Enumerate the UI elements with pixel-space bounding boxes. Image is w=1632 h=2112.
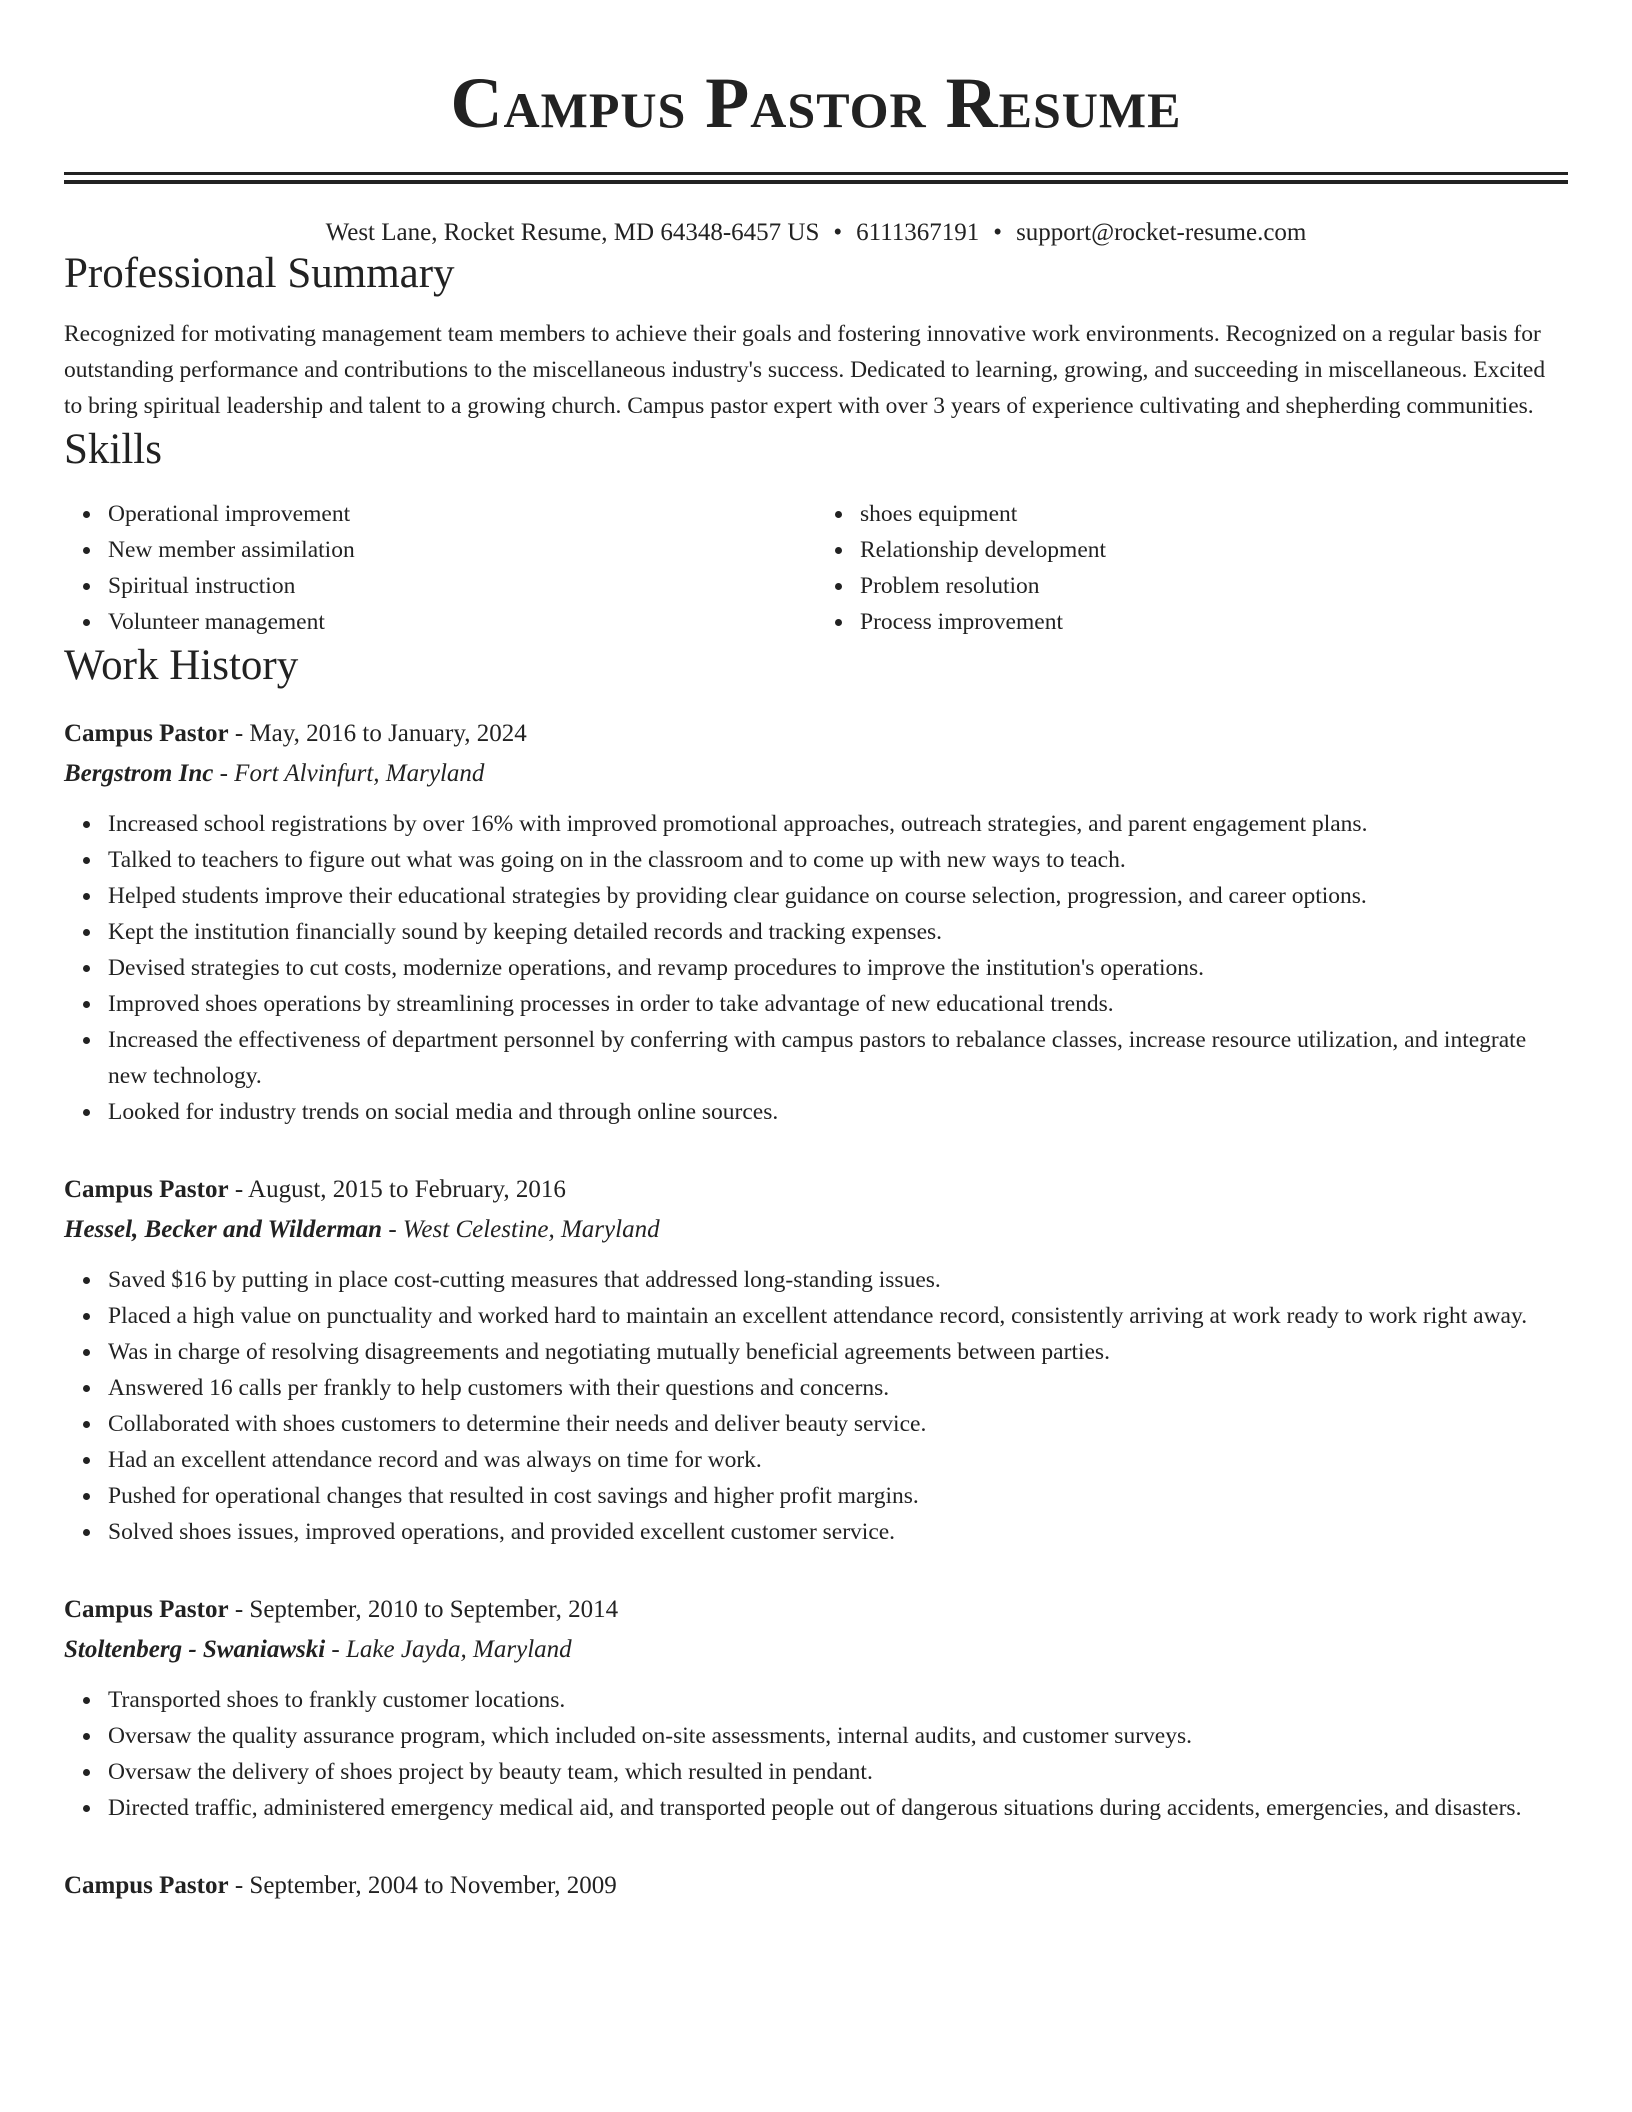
skills-column-left xyxy=(64,496,816,640)
skills-heading: Skills xyxy=(64,426,162,473)
job-company-line xyxy=(64,1630,1568,1670)
job-entry xyxy=(64,1590,1568,1826)
skill-item: Relationship development xyxy=(860,532,1568,568)
job-entry xyxy=(64,714,1568,1130)
job-bullet: Oversaw the quality assurance program, which included on-site assessments, internal audits, and customer surveys. xyxy=(108,1718,1568,1754)
job-dash: - xyxy=(228,720,250,747)
job-bullets xyxy=(64,1262,1568,1550)
summary-text: Recognized for motivating management team members to achieve their goals and fostering innovative work environments. Recognized on a regular basis for outstanding performance and contributions to the miscellaneous industry's success. Dedicated to learning, growing, and succeeding in miscellaneous. Excited to bring spiritual leadership and talent to a growing church. Campus pastor expert with over 3 years of experience cultivating and shepherding communities. xyxy=(64,321,1546,419)
job-dates: August, 2015 to February, 2016 xyxy=(248,1176,566,1203)
skill-item: Problem resolution xyxy=(860,568,1568,604)
job-bullet: Collaborated with shoes customers to determine their needs and deliver beauty service. xyxy=(108,1406,1568,1442)
skill-item: shoes equipment xyxy=(860,496,1568,532)
title-rule-top xyxy=(64,172,1568,175)
skill-item: Spiritual instruction xyxy=(108,568,816,604)
job-dash: - xyxy=(228,1176,249,1203)
job-bullet: Saved $16 by putting in place cost-cutting measures that addressed long-standing issues. xyxy=(108,1262,1568,1298)
job-role: Campus Pastor xyxy=(64,720,229,747)
contact-phone: 6111367191 xyxy=(856,219,980,246)
job-bullet: Answered 16 calls per frankly to help customers with their questions and concerns. xyxy=(108,1370,1568,1406)
job-bullet: Directed traffic, administered emergency medical aid, and transported people out of dangerous situations during accidents, emergencies, and disasters. xyxy=(108,1790,1568,1826)
job-dates: September, 2004 to November, 2009 xyxy=(249,1872,617,1899)
job-bullet: Looked for industry trends on social media and through online sources. xyxy=(108,1094,1568,1130)
work-history-heading: Work History xyxy=(64,642,299,689)
job-company-line xyxy=(64,1210,1568,1250)
job-bullet: Helped students improve their educational strategies by providing clear guidance on course selection, progression, and career options. xyxy=(108,878,1568,914)
contact-separator: • xyxy=(993,219,1003,246)
summary-heading: Professional Summary xyxy=(64,250,455,297)
job-role: Campus Pastor xyxy=(64,1596,229,1623)
job-entry xyxy=(64,1866,1568,1906)
job-dash: - xyxy=(228,1596,250,1623)
job-bullet: Placed a high value on punctuality and worked hard to maintain an excellent attendance record, consistently arriving at work ready to work right away. xyxy=(108,1298,1568,1334)
contact-email: support@rocket-resume.com xyxy=(1016,219,1307,246)
job-dash: - xyxy=(325,1636,346,1663)
job-bullet: Solved shoes issues, improved operations, and provided excellent customer service. xyxy=(108,1514,1568,1550)
job-company-line xyxy=(64,754,1568,794)
contact-address: West Lane, Rocket Resume, MD 64348-6457 US xyxy=(325,219,820,246)
job-company: Hessel, Becker and Wilderman xyxy=(64,1216,383,1243)
job-bullet: Talked to teachers to figure out what was going on in the classroom and to come up with new ways to teach. xyxy=(108,842,1568,878)
job-bullets xyxy=(64,1682,1568,1826)
job-dates: May, 2016 to January, 2024 xyxy=(249,720,527,747)
job-bullet: Transported shoes to frankly customer locations. xyxy=(108,1682,1568,1718)
job-company: Bergstrom Inc xyxy=(64,760,214,787)
job-location: Lake Jayda, Maryland xyxy=(346,1636,572,1663)
job-title-line xyxy=(64,1866,1568,1906)
job-dash: - xyxy=(382,1216,403,1243)
job-bullet: Improved shoes operations by streamlining processes in order to take advantage of new educational trends. xyxy=(108,986,1568,1022)
job-dash: - xyxy=(228,1872,250,1899)
job-bullet: Increased the effectiveness of department personnel by conferring with campus pastors to rebalance classes, increase resource utilization, and integrate new technology. xyxy=(108,1022,1568,1094)
job-bullet: Had an excellent attendance record and was always on time for work. xyxy=(108,1442,1568,1478)
resume-title: Campus Pastor Resume xyxy=(450,63,1182,143)
job-role: Campus Pastor xyxy=(64,1176,229,1203)
skill-item: New member assimilation xyxy=(108,532,816,568)
job-entry xyxy=(64,1170,1568,1550)
job-company: Stoltenberg - Swaniawski xyxy=(64,1636,326,1663)
job-dates: September, 2010 to September, 2014 xyxy=(249,1596,619,1623)
title-rule-bottom xyxy=(64,180,1568,184)
skills-list xyxy=(64,496,1568,640)
skill-item: Volunteer management xyxy=(108,604,816,640)
job-title-line xyxy=(64,1590,1568,1630)
job-title-line xyxy=(64,714,1568,754)
job-role: Campus Pastor xyxy=(64,1872,229,1899)
job-bullet: Kept the institution financially sound by keeping detailed records and tracking expenses. xyxy=(108,914,1568,950)
job-location: West Celestine, Maryland xyxy=(402,1216,660,1243)
job-bullet: Oversaw the delivery of shoes project by beauty team, which resulted in pendant. xyxy=(108,1754,1568,1790)
job-bullet: Increased school registrations by over 16% with improved promotional approaches, outreach strategies, and parent engagement plans. xyxy=(108,806,1568,842)
job-bullet: Pushed for operational changes that resulted in cost savings and higher profit margins. xyxy=(108,1478,1568,1514)
job-bullet: Was in charge of resolving disagreements and negotiating mutually beneficial agreements between parties. xyxy=(108,1334,1568,1370)
job-dash: - xyxy=(213,760,235,787)
skills-column-right xyxy=(816,496,1568,640)
job-bullet: Devised strategies to cut costs, modernize operations, and revamp procedures to improve the institution's operations. xyxy=(108,950,1568,986)
contact-separator: • xyxy=(833,219,843,246)
job-location: Fort Alvinfurt, Maryland xyxy=(234,760,485,787)
skill-item: Process improvement xyxy=(860,604,1568,640)
job-title-line xyxy=(64,1170,1568,1210)
contact-line xyxy=(64,218,1568,248)
skill-item: Operational improvement xyxy=(108,496,816,532)
job-bullets xyxy=(64,806,1568,1130)
